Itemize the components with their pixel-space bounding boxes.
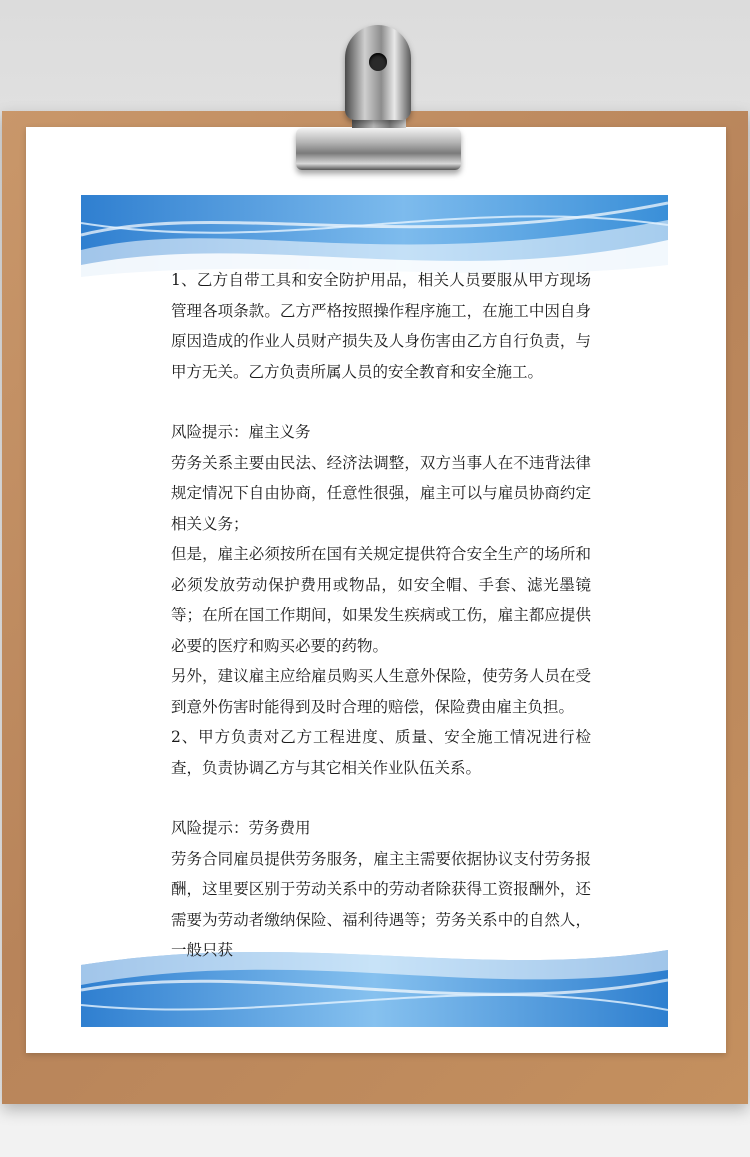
binder-clip-icon xyxy=(296,128,461,170)
insurance-paragraph: 另外，建议雇主应给雇员购买人生意外保险，使劳务人员在受到意外伤害时能得到及时合理的赔偿，保险费由雇主负担。 xyxy=(171,667,591,716)
risk-heading-labor-fee: 风险提示：劳务费用 xyxy=(171,819,311,837)
safety-provision-paragraph: 但是，雇主必须按所在国有关规定提供符合安全生产的场所和必须发放劳动保护费用或物品，如安全帽、手套、滤光墨镜等；在所在国工作期间，如果发生疾病或工伤，雇主都应提供必要的医疗和购买必要的药物。 xyxy=(171,545,591,655)
binder-clip-ring-icon xyxy=(345,25,411,120)
risk-heading-employer-duty: 风险提示：雇主义务 xyxy=(171,423,311,441)
clause-2-paragraph: 2、甲方负责对乙方工程进度、质量、安全施工情况进行检查，负责协调乙方与其它相关作业队伍关系。 xyxy=(171,728,591,777)
clause-1-paragraph: 1、乙方自带工具和安全防护用品，相关人员要服从甲方现场管理各项条款。乙方严格按照操作程序施工，在施工中因自身原因造成的作业人员财产损失及人身伤害由乙方自行负责，与甲方无关。乙方负责所属人员的安全教育和安全施工。 xyxy=(171,271,591,381)
labor-fee-paragraph: 劳务合同雇员提供劳务服务，雇主主需要依据协议支付劳务报酬，这里要区别于劳动关系中的劳动者除获得工资报酬外，还需要为劳动者缴纳保险、福利待遇等；劳务关系中的自然人，一般只获 xyxy=(171,849,591,959)
document-body xyxy=(171,265,591,966)
labor-relation-paragraph: 劳务关系主要由民法、经济法调整，双方当事人在不违背法律规定情况下自由协商，任意性很强，雇主可以与雇员协商约定相关义务； xyxy=(171,453,591,533)
